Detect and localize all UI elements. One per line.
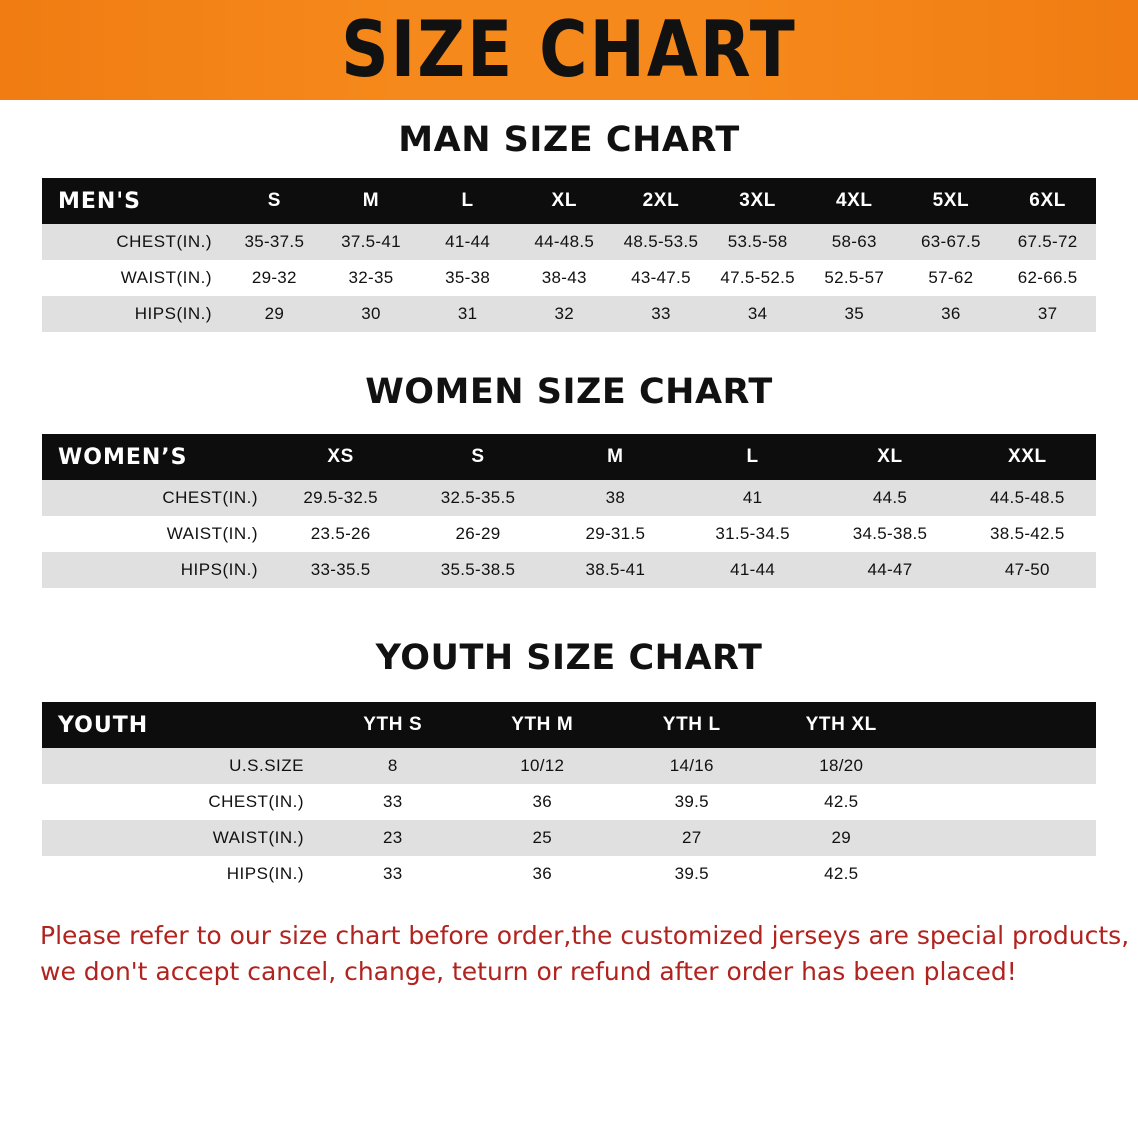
youth-cell-2-3: 29 [831, 828, 851, 847]
youth-cell-2-1: 25 [532, 828, 552, 847]
man-cell-0-4: 48.5-53.5 [623, 232, 699, 251]
youth-section-heading: YOUTH SIZE CHART [375, 638, 763, 678]
man-cell-2-2: 31 [457, 304, 478, 323]
youth-col-1: YTH M [511, 714, 574, 735]
youth-cell-0-1: 10/12 [520, 756, 565, 775]
women-cell-0-3: 41 [742, 488, 763, 507]
man-row-1-label: WAIST(IN.) [120, 268, 212, 287]
man-cell-0-3: 44-48.5 [534, 232, 595, 251]
women-row-2-label: HIPS(IN.) [180, 560, 258, 579]
man-col-1: M [362, 190, 380, 211]
man-col-6: 4XL [835, 190, 873, 211]
table-row [42, 296, 1096, 332]
man-size-table [42, 178, 1096, 332]
women-cell-1-3: 31.5-34.5 [715, 524, 790, 543]
youth-row-2-label: WAIST(IN.) [212, 828, 304, 847]
youth-cell-2-spacer [916, 820, 1096, 856]
youth-table-head [42, 702, 1096, 748]
women-header-row [42, 434, 1096, 480]
youth-cell-3-3: 42.5 [824, 864, 859, 883]
disclaimer-line-2: we don't accept cancel, change, teturn or refund after order has been placed! [40, 956, 1017, 986]
youth-size-table [42, 702, 1096, 892]
women-table-wrapper [42, 434, 1096, 588]
women-col-3: L [746, 446, 759, 467]
women-cell-2-4: 44-47 [867, 560, 913, 579]
youth-row-1-label: CHEST(IN.) [208, 792, 304, 811]
man-col-3: XL [551, 190, 578, 211]
man-corner-label: MEN'S [58, 188, 141, 214]
man-row-0-label: CHEST(IN.) [116, 232, 212, 251]
youth-table-wrapper [42, 702, 1096, 892]
youth-cell-1-1: 36 [532, 792, 552, 811]
table-row [42, 224, 1096, 260]
man-col-7: 5XL [932, 190, 970, 211]
man-cell-2-1: 30 [361, 304, 381, 323]
youth-cell-1-spacer [916, 784, 1096, 820]
women-cell-2-1: 35.5-38.5 [440, 560, 516, 579]
man-col-5: 3XL [739, 190, 776, 211]
women-size-table [42, 434, 1096, 588]
banner-title: SIZE CHART [341, 3, 797, 95]
man-cell-1-8: 62-66.5 [1017, 268, 1078, 287]
youth-cell-1-3: 42.5 [824, 792, 859, 811]
man-section-heading: MAN SIZE CHART [398, 120, 740, 160]
table-row [42, 552, 1096, 588]
youth-cell-3-spacer [916, 856, 1096, 892]
women-cell-2-3: 41-44 [730, 560, 776, 579]
women-cell-2-5: 47-50 [1004, 560, 1050, 579]
youth-cell-1-2: 39.5 [674, 792, 709, 811]
man-cell-1-0: 29-32 [251, 268, 297, 287]
women-col-0: XS [327, 446, 354, 467]
man-cell-2-4: 33 [651, 304, 671, 323]
youth-cell-3-1: 36 [532, 864, 552, 883]
man-cell-2-6: 35 [844, 304, 865, 323]
women-row-0-label: CHEST(IN.) [162, 488, 258, 507]
man-header-row [42, 178, 1096, 224]
women-cell-1-2: 29-31.5 [585, 524, 646, 543]
man-col-8: 6XL [1029, 190, 1066, 211]
women-table-head [42, 434, 1096, 480]
women-col-2: M [607, 446, 624, 467]
man-table-wrapper [42, 178, 1096, 332]
women-cell-2-2: 38.5-41 [585, 560, 646, 579]
man-cell-1-5: 47.5-52.5 [720, 268, 795, 287]
women-cell-0-5: 44.5-48.5 [990, 488, 1065, 507]
youth-cell-2-2: 27 [681, 828, 702, 847]
man-cell-1-6: 52.5-57 [824, 268, 885, 287]
youth-cell-3-0: 33 [382, 864, 403, 883]
banner [0, 0, 1138, 100]
youth-corner-label: YOUTH [58, 712, 149, 738]
man-cell-1-2: 35-38 [445, 268, 491, 287]
man-cell-0-5: 53.5-58 [727, 232, 788, 251]
women-col-5: XXL [1007, 446, 1047, 467]
youth-cell-1-0: 33 [382, 792, 403, 811]
youth-cell-0-2: 14/16 [669, 756, 714, 775]
man-cell-2-3: 32 [554, 304, 575, 323]
women-section-heading: WOMEN SIZE CHART [365, 372, 773, 412]
man-table-head [42, 178, 1096, 224]
women-cell-0-2: 38 [605, 488, 626, 507]
youth-cell-3-2: 39.5 [674, 864, 709, 883]
man-cell-1-7: 57-62 [928, 268, 974, 287]
youth-col-0: YTH S [363, 714, 423, 735]
table-row [42, 784, 1096, 820]
youth-header-row [42, 702, 1096, 748]
women-cell-1-0: 23.5-26 [310, 524, 371, 543]
women-cell-0-0: 29.5-32.5 [303, 488, 378, 507]
man-table-body [42, 224, 1096, 332]
table-row [42, 856, 1096, 892]
women-cell-1-5: 38.5-42.5 [990, 524, 1065, 543]
man-cell-1-4: 43-47.5 [631, 268, 691, 287]
man-row-2-label: HIPS(IN.) [134, 304, 212, 323]
youth-row-0-label: U.S.SIZE [229, 756, 304, 775]
youth-col-spacer [916, 702, 1096, 748]
man-cell-2-7: 36 [941, 304, 961, 323]
man-col-0: S [267, 190, 281, 211]
man-cell-2-5: 34 [747, 304, 768, 323]
man-cell-0-2: 41-44 [445, 232, 491, 251]
table-row [42, 480, 1096, 516]
youth-col-2: YTH L [662, 714, 721, 735]
women-cell-0-4: 44.5 [872, 488, 908, 507]
women-cell-2-0: 33-35.5 [310, 560, 371, 579]
youth-cell-2-0: 23 [382, 828, 403, 847]
youth-cell-0-spacer [916, 748, 1096, 784]
youth-cell-0-0: 8 [387, 756, 398, 775]
women-cell-1-4: 34.5-38.5 [852, 524, 928, 543]
man-cell-1-1: 32-35 [348, 268, 394, 287]
man-cell-0-7: 63-67.5 [921, 232, 981, 251]
women-col-1: S [471, 446, 485, 467]
man-cell-0-6: 58-63 [831, 232, 877, 251]
youth-table-body [42, 748, 1096, 892]
youth-cell-0-3: 18/20 [819, 756, 864, 775]
man-col-2: L [461, 190, 474, 211]
man-cell-0-1: 37.5-41 [341, 232, 401, 251]
women-corner-label: WOMEN’S [58, 444, 188, 470]
women-table-body [42, 480, 1096, 588]
youth-col-3: YTH XL [805, 714, 877, 735]
table-row [42, 748, 1096, 784]
man-cell-2-8: 37 [1037, 304, 1058, 323]
table-row [42, 516, 1096, 552]
man-col-4: 2XL [642, 190, 680, 211]
man-cell-0-8: 67.5-72 [1017, 232, 1078, 251]
women-cell-1-1: 26-29 [455, 524, 501, 543]
women-col-4: XL [877, 446, 903, 467]
disclaimer-note [40, 918, 1130, 989]
table-row [42, 260, 1096, 296]
women-cell-0-1: 32.5-35.5 [440, 488, 516, 507]
table-row [42, 820, 1096, 856]
man-cell-0-0: 35-37.5 [244, 232, 305, 251]
man-cell-2-0: 29 [264, 304, 285, 323]
disclaimer-line-1: Please refer to our size chart before order,the customized jerseys are special products, [40, 921, 1130, 950]
youth-row-3-label: HIPS(IN.) [226, 864, 304, 883]
man-cell-1-3: 38-43 [541, 268, 587, 287]
women-row-1-label: WAIST(IN.) [166, 524, 258, 543]
